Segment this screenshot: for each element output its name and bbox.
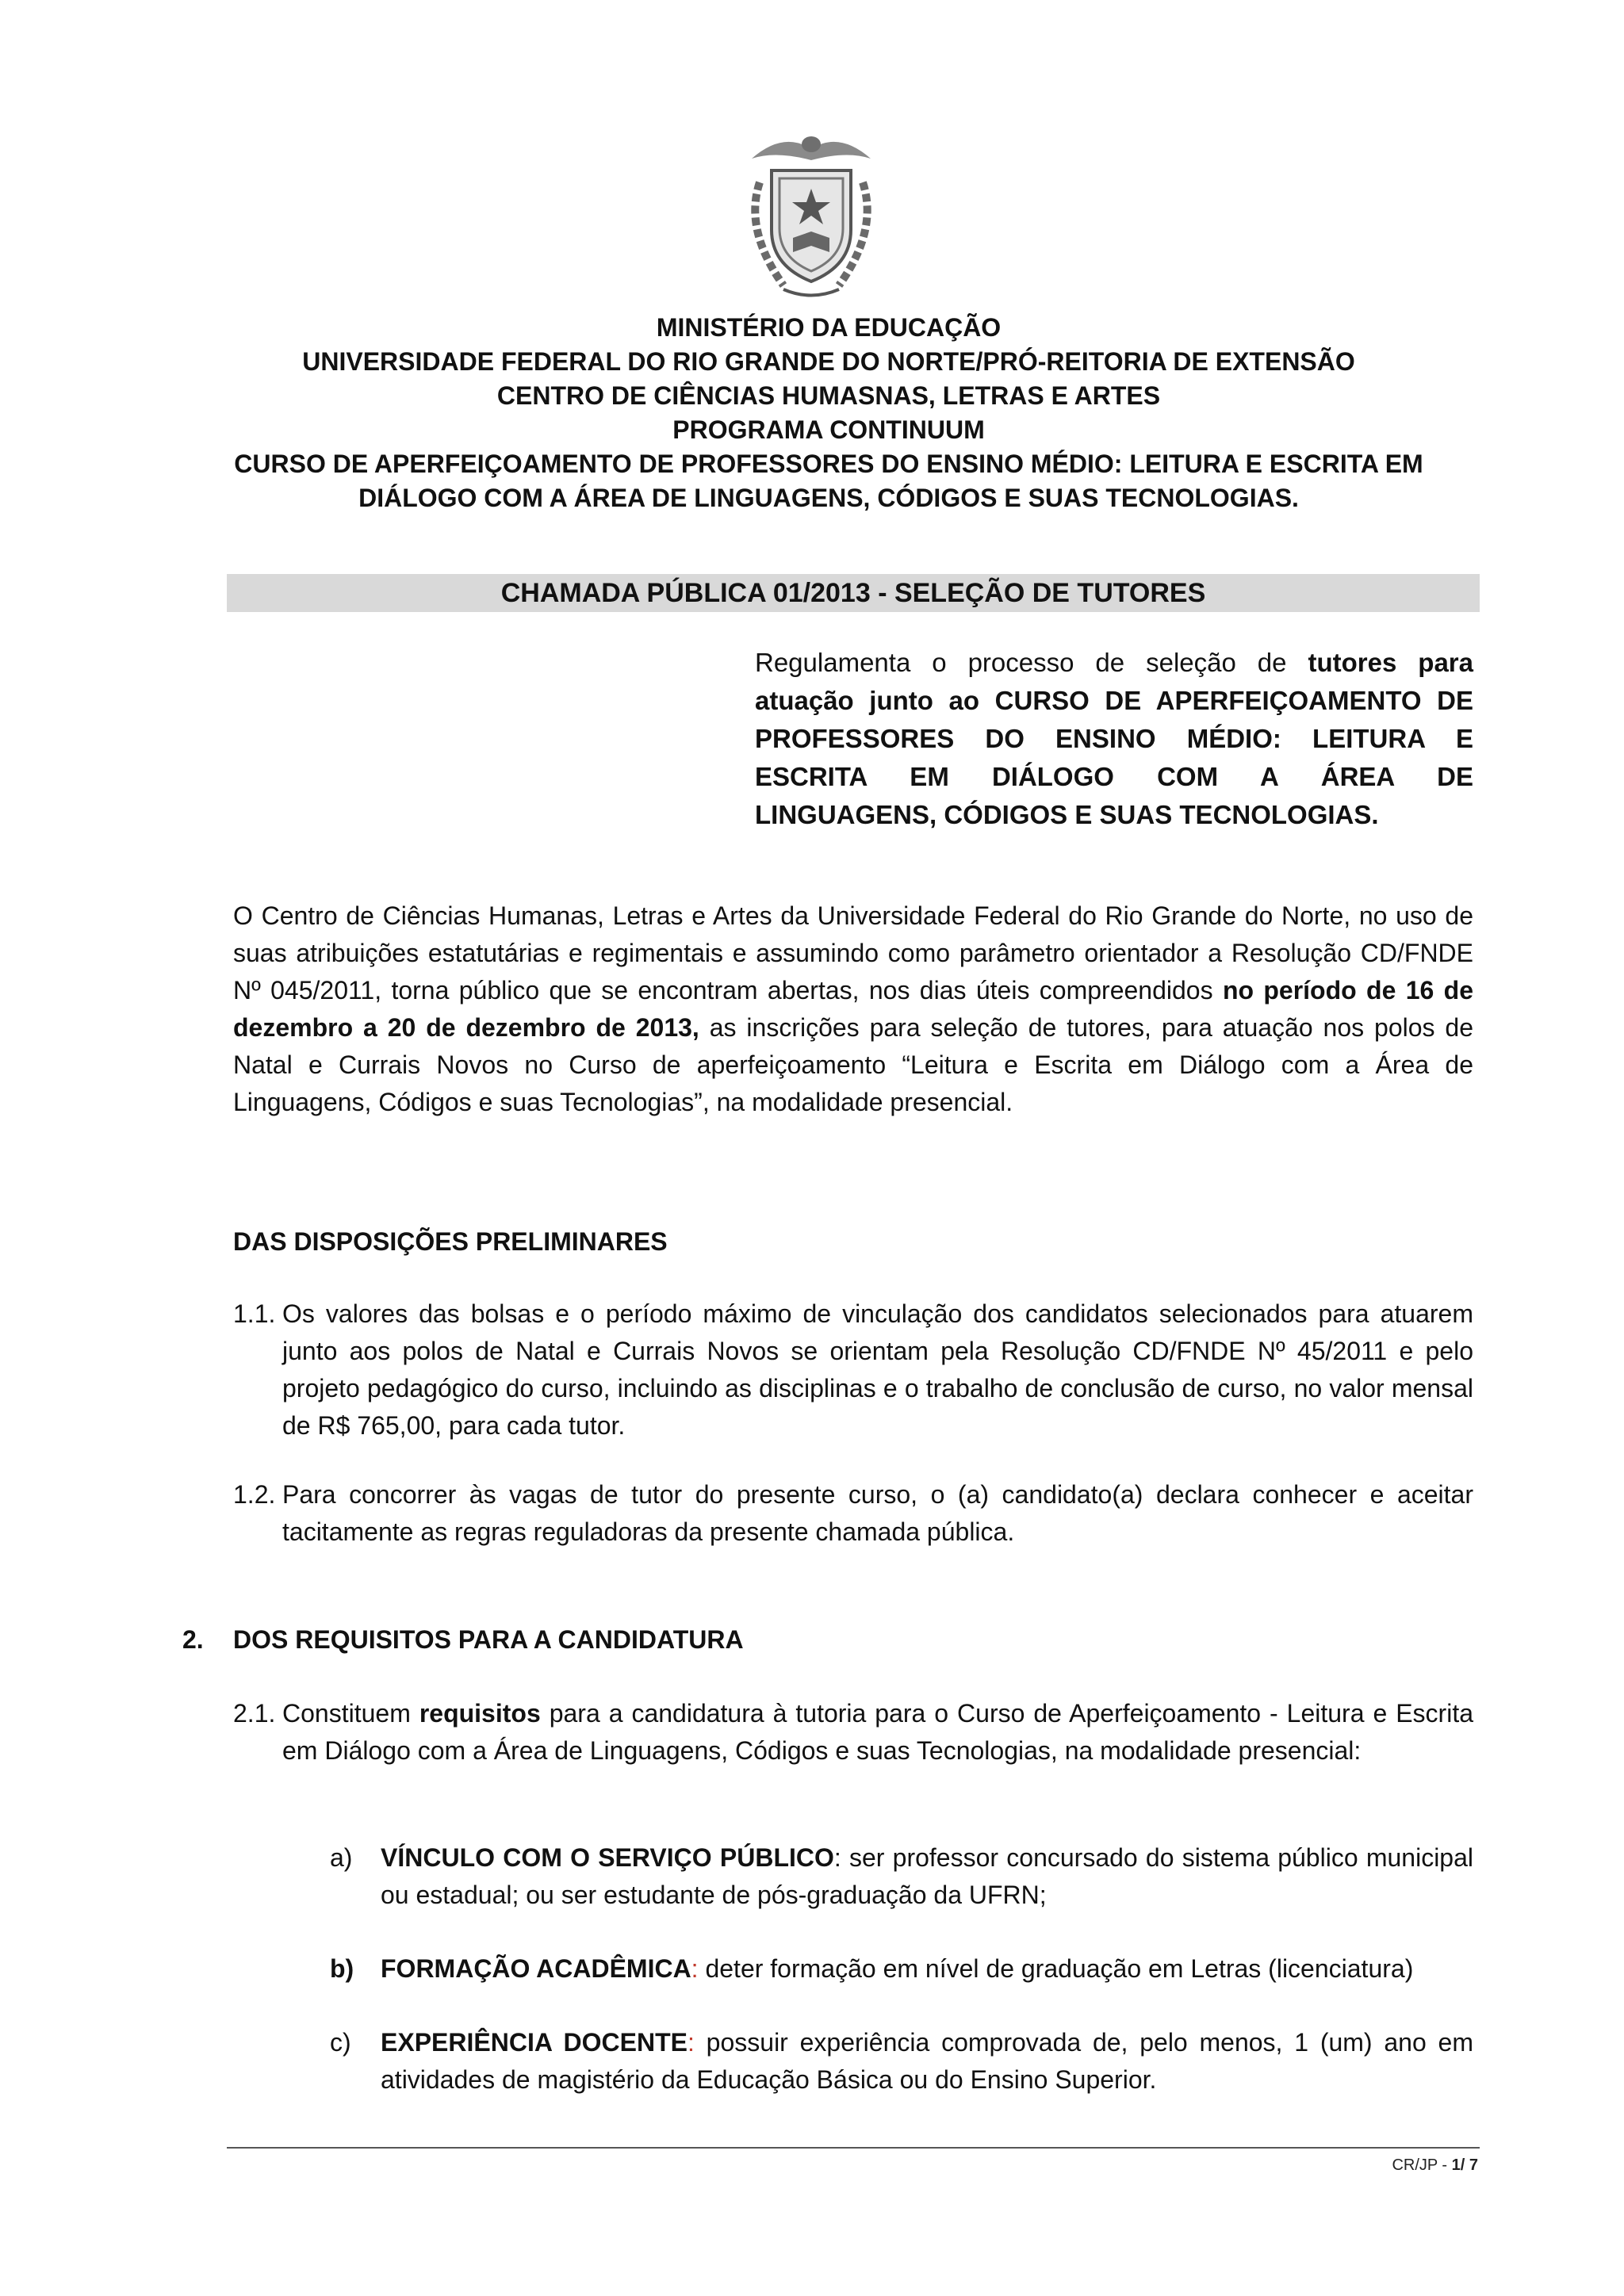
item-number: 2.1. bbox=[233, 1699, 276, 1728]
footer-divider bbox=[227, 2147, 1480, 2149]
abstract-plain: Regulamenta o processo de seleção de bbox=[755, 648, 1308, 677]
item-2-1-text bbox=[282, 1695, 1473, 1770]
header-line: PROGRAMA CONTINUUM bbox=[672, 415, 985, 444]
subitem-text: deter formação em nível de graduação em Letras (licenciatura) bbox=[698, 1954, 1414, 1983]
abstract-last-line: LINGUAGENS, CÓDIGOS E SUAS TECNOLOGIAS. bbox=[755, 800, 1379, 829]
intro-paragraph bbox=[233, 897, 1473, 1121]
item-number: 1.1. bbox=[233, 1299, 276, 1328]
university-seal-icon bbox=[728, 127, 894, 309]
page-footer bbox=[1392, 2156, 1478, 2175]
subitem-colon: : bbox=[691, 1954, 699, 1983]
subitem-a bbox=[381, 1839, 1473, 1914]
subitem-label: EXPERIÊNCIA DOCENTE bbox=[381, 2028, 688, 2057]
item-2-1-part1: Constituem bbox=[282, 1699, 419, 1728]
document-title: CHAMADA PÚBLICA 01/2013 - SELEÇÃO DE TUTORES bbox=[227, 574, 1480, 612]
subitem-label: VÍNCULO COM O SERVIÇO PÚBLICO bbox=[381, 1843, 834, 1872]
header-line: UNIVERSIDADE FEDERAL DO RIO GRANDE DO NORTE/PRÓ-REITORIA DE EXTENSÃO bbox=[302, 347, 1355, 376]
section-2-number: 2. bbox=[182, 1625, 204, 1654]
abstract-bold-a: tutores para atuação junto ao bbox=[755, 648, 1473, 715]
intro-text-1: O Centro de Ciências Humanas, Letras e Artes da Universidade Federal do Rio Grande do Norte, no uso de suas atribuições estatutárias e regimentais e assumindo como parâmetro orientador a Resolução CD/FNDE Nº 045/2011, torna público que se encontram abertas, nos dias úteis compreendidos bbox=[233, 901, 1473, 1004]
abstract bbox=[755, 644, 1473, 834]
subitem-colon: : bbox=[688, 2028, 695, 2057]
intro-text-2: as inscrições para seleção de tutores, para atuação nos polos de Natal e Currais Novos no Curso de aperfeiçoamento “Leitura e Escrita em Diálogo com a Área de Linguagens, Códigos e suas Tecnologias”, na modalidade presencial. bbox=[233, 1013, 1474, 1116]
document-header bbox=[182, 311, 1475, 515]
section-2-heading: DOS REQUISITOS PARA A CANDIDATURA bbox=[233, 1625, 744, 1654]
item-number: 1.2. bbox=[233, 1480, 276, 1509]
subitem-text: ser professor concursado do sistema público municipal ou estadual; ou ser estudante de pós-graduação da UFRN; bbox=[381, 1843, 1473, 1909]
subitem-c bbox=[381, 2024, 1473, 2099]
header-line: CURSO DE APERFEIÇOAMENTO DE PROFESSORES DO ENSINO MÉDIO: LEITURA E ESCRITA EM bbox=[234, 450, 1423, 478]
subitem-label: FORMAÇÃO ACADÊMICA bbox=[381, 1954, 691, 1983]
subitem-colon: : bbox=[833, 1843, 841, 1872]
header-line: MINISTÉRIO DA EDUCAÇÃO bbox=[656, 313, 1002, 342]
subitem-b bbox=[381, 1950, 1473, 1988]
header-line: CENTRO DE CIÊNCIAS HUMASNAS, LETRAS E ARTES bbox=[496, 381, 1161, 410]
section-1-heading: DAS DISPOSIÇÕES PRELIMINARES bbox=[233, 1227, 668, 1256]
footer-prefix: CR/JP - bbox=[1392, 2156, 1452, 2174]
item-2-1-part2: para a candidatura à tutoria para o Curso de Aperfeiçoamento - Leitura e Escrita em Diálogo com a Área de Linguagens, Códigos e suas Tecnologias, na modalidade presencial: bbox=[282, 1699, 1474, 1765]
subitem-letter: b) bbox=[330, 1954, 354, 1983]
item-1-2-text: Para concorrer às vagas de tutor do presente curso, o (a) candidato(a) declara conhecer e aceitar tacitamente as regras reguladoras da presente chamada pública. bbox=[282, 1480, 1473, 1546]
subitem-text: possuir experiência comprovada de, pelo menos, 1 (um) ano em atividades de magistério da Educação Básica ou do Ensino Superior. bbox=[381, 2028, 1474, 2094]
subitem-letter: a) bbox=[330, 1843, 353, 1872]
header-line: DIÁLOGO COM A ÁREA DE LINGUAGENS, CÓDIGOS E SUAS TECNOLOGIAS. bbox=[358, 484, 1299, 512]
page-number: 1/ 7 bbox=[1451, 2156, 1478, 2174]
item-1-1-text: Os valores das bolsas e o período máximo de vinculação dos candidatos selecionados para atuarem junto aos polos de Natal e Currais Novos se orientam pela Resolução CD/FNDE Nº 45/2011 e pelo projeto pedagógico do curso, incluindo as disciplinas e o trabalho de conclusão de curso, no valor mensal de R$ 765,00, para cada tutor. bbox=[282, 1299, 1473, 1440]
subitem-letter: c) bbox=[330, 2028, 351, 2057]
item-2-1-bold: requisitos bbox=[419, 1699, 541, 1728]
abstract-bold-b: CURSO DE APERFEIÇOAMENTO DE PROFESSORES DO ENSINO MÉDIO: LEITURA E ESCRITA EM DIÁLOGO COM A ÁREA DE bbox=[755, 686, 1473, 791]
intro-bold: no período de 16 de dezembro a 20 de dezembro de 2013, bbox=[233, 976, 1474, 1042]
